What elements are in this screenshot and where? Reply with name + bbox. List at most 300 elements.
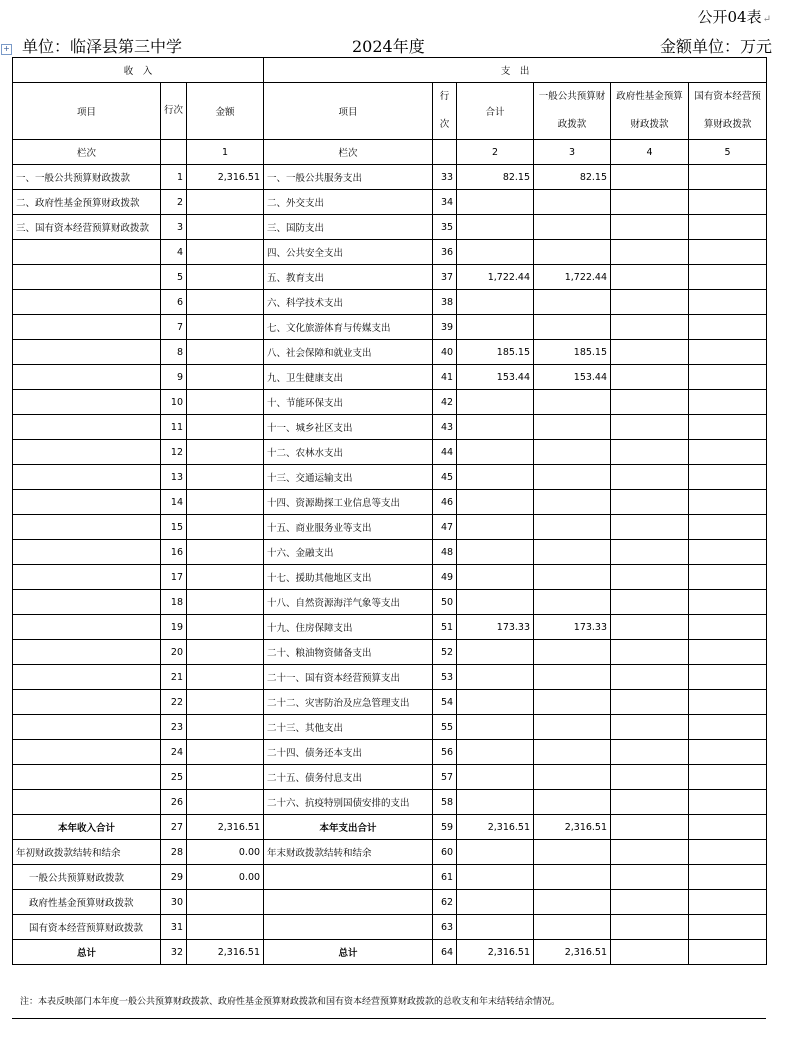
income-row-no-cell: 9 <box>161 365 187 390</box>
income-item-cell <box>13 740 161 765</box>
expense-item-cell: 二十六、抗疫特别国债安排的支出 <box>264 790 433 815</box>
income-row-no-cell: 22 <box>161 690 187 715</box>
expense-total-cell <box>457 490 534 515</box>
gov-fund-cell <box>611 215 689 240</box>
general-budget-cell <box>534 590 611 615</box>
income-row-no-cell: 1 <box>161 165 187 190</box>
expense-item-cell: 六、科学技术支出 <box>264 290 433 315</box>
income-amount-cell: 2,316.51 <box>187 165 264 190</box>
income-amount-cell: 0.00 <box>187 840 264 865</box>
expense-row-no-cell: 60 <box>433 840 457 865</box>
expense-row-no-cell: 53 <box>433 665 457 690</box>
expense-total-cell <box>457 240 534 265</box>
general-budget-cell <box>534 890 611 915</box>
income-row-no-cell: 2 <box>161 190 187 215</box>
income-amount-cell <box>187 340 264 365</box>
income-row-no-cell: 6 <box>161 290 187 315</box>
table-row <box>13 690 767 715</box>
state-capital-cell <box>689 765 767 790</box>
expense-row-no-cell: 39 <box>433 315 457 340</box>
income-amount-cell <box>187 590 264 615</box>
expense-total-cell <box>457 290 534 315</box>
income-item-cell <box>13 765 161 790</box>
index-gov-fund: 4 <box>611 140 689 165</box>
income-item-cell <box>13 390 161 415</box>
expense-row-no-cell: 40 <box>433 340 457 365</box>
expense-row-no-cell: 50 <box>433 590 457 615</box>
income-row-no-cell: 4 <box>161 240 187 265</box>
income-amount-cell <box>187 615 264 640</box>
expense-item-cell: 三、国防支出 <box>264 215 433 240</box>
expense-item-cell <box>264 915 433 940</box>
general-budget-cell <box>534 690 611 715</box>
income-amount-cell <box>187 565 264 590</box>
state-capital-cell <box>689 790 767 815</box>
expense-item-cell: 十三、交通运输支出 <box>264 465 433 490</box>
income-row-no-cell: 27 <box>161 815 187 840</box>
table-row <box>13 715 767 740</box>
state-capital-cell <box>689 415 767 440</box>
table-row <box>13 665 767 690</box>
state-capital-cell <box>689 940 767 965</box>
income-item-cell: 国有资本经营预算财政拨款 <box>13 915 161 940</box>
footnote: 注：本表反映部门本年度一般公共预算财政拨款、政府性基金预算财政拨款和国有资本经营预算财政拨款的总收支和年末结转结余情况。 <box>20 997 561 1007</box>
column-index-row <box>13 140 767 165</box>
table-row <box>13 540 767 565</box>
gov-fund-cell <box>611 640 689 665</box>
gov-fund-cell <box>611 440 689 465</box>
expense-total-cell: 82.15 <box>457 165 534 190</box>
expense-item-cell: 二十二、灾害防治及应急管理支出 <box>264 690 433 715</box>
income-amount-cell <box>187 540 264 565</box>
table-row <box>13 765 767 790</box>
general-budget-cell <box>534 490 611 515</box>
table-row <box>13 440 767 465</box>
gov-fund-cell <box>611 315 689 340</box>
gov-fund-cell <box>611 715 689 740</box>
income-item-cell <box>13 365 161 390</box>
gov-fund-cell <box>611 540 689 565</box>
income-row-no-cell: 11 <box>161 415 187 440</box>
general-budget-cell: 82.15 <box>534 165 611 190</box>
table-row <box>13 290 767 315</box>
gov-fund-cell <box>611 665 689 690</box>
state-capital-cell <box>689 865 767 890</box>
expense-total-cell <box>457 915 534 940</box>
income-item-cell <box>13 315 161 340</box>
expense-total-cell: 2,316.51 <box>457 815 534 840</box>
income-amount-cell: 2,316.51 <box>187 815 264 840</box>
unit-label: 单位：临泽县第三中学 <box>22 37 183 56</box>
gov-fund-cell <box>611 340 689 365</box>
state-capital-cell <box>689 740 767 765</box>
expense-item-cell: 总计 <box>264 940 433 965</box>
general-budget-cell <box>534 215 611 240</box>
table-row <box>13 390 767 415</box>
money-unit-label: 金额单位：万元 <box>659 37 772 56</box>
gov-fund-cell <box>611 415 689 440</box>
expense-total-cell <box>457 215 534 240</box>
income-row-no-cell: 14 <box>161 490 187 515</box>
state-capital-cell <box>689 840 767 865</box>
expense-item-cell <box>264 890 433 915</box>
col-expense-row-no: 行次 <box>433 83 457 140</box>
general-budget-cell <box>534 565 611 590</box>
general-budget-cell <box>534 390 611 415</box>
income-section-title: 收 入 <box>13 58 264 83</box>
expense-total-cell <box>457 765 534 790</box>
income-amount-cell <box>187 465 264 490</box>
income-item-cell: 总计 <box>13 940 161 965</box>
expense-row-no-cell: 41 <box>433 365 457 390</box>
income-row-no-cell: 31 <box>161 915 187 940</box>
gov-fund-cell <box>611 790 689 815</box>
table-row <box>13 490 767 515</box>
table-row <box>13 340 767 365</box>
expense-item-cell: 年末财政拨款结转和结余 <box>264 840 433 865</box>
general-budget-cell <box>534 240 611 265</box>
gov-fund-cell <box>611 840 689 865</box>
state-capital-cell <box>689 290 767 315</box>
state-capital-cell <box>689 540 767 565</box>
col-total: 合计 <box>457 83 534 140</box>
general-budget-cell: 153.44 <box>534 365 611 390</box>
income-amount-cell <box>187 440 264 465</box>
general-budget-cell <box>534 190 611 215</box>
expense-total-cell <box>457 590 534 615</box>
col-expense-item: 项目 <box>264 83 433 140</box>
expense-total-cell <box>457 740 534 765</box>
gov-fund-cell <box>611 515 689 540</box>
income-row-no-cell: 25 <box>161 765 187 790</box>
general-budget-cell <box>534 715 611 740</box>
expense-total-cell <box>457 515 534 540</box>
expense-item-cell: 十五、商业服务业等支出 <box>264 515 433 540</box>
income-item-cell <box>13 515 161 540</box>
gov-fund-cell <box>611 740 689 765</box>
income-row-no-cell: 17 <box>161 565 187 590</box>
general-budget-cell <box>534 515 611 540</box>
table-row <box>13 190 767 215</box>
expense-item-cell: 十七、援助其他地区支出 <box>264 565 433 590</box>
expense-item-cell: 二、外交支出 <box>264 190 433 215</box>
state-capital-cell <box>689 815 767 840</box>
income-amount-cell <box>187 665 264 690</box>
section-header-row <box>13 58 767 83</box>
income-item-cell <box>13 540 161 565</box>
income-item-cell <box>13 415 161 440</box>
state-capital-cell <box>689 165 767 190</box>
income-row-no-cell: 16 <box>161 540 187 565</box>
index-label-expense: 栏次 <box>264 140 433 165</box>
income-item-cell <box>13 640 161 665</box>
income-item-cell: 本年收入合计 <box>13 815 161 840</box>
expense-row-no-cell: 33 <box>433 165 457 190</box>
expense-total-cell: 173.33 <box>457 615 534 640</box>
expense-item-cell: 十一、城乡社区支出 <box>264 415 433 440</box>
state-capital-cell <box>689 465 767 490</box>
table-row <box>13 215 767 240</box>
expense-item-cell: 十八、自然资源海洋气象等支出 <box>264 590 433 615</box>
income-amount-cell <box>187 415 264 440</box>
general-budget-cell <box>534 315 611 340</box>
gov-fund-cell <box>611 290 689 315</box>
table-row <box>13 640 767 665</box>
expense-row-no-cell: 49 <box>433 565 457 590</box>
expense-row-no-cell: 62 <box>433 890 457 915</box>
income-row-no-cell: 12 <box>161 440 187 465</box>
expense-total-cell <box>457 540 534 565</box>
income-item-cell <box>13 265 161 290</box>
general-budget-cell <box>534 290 611 315</box>
income-row-no-cell: 24 <box>161 740 187 765</box>
expense-total-cell <box>457 865 534 890</box>
income-amount-cell <box>187 215 264 240</box>
income-amount-cell <box>187 240 264 265</box>
index-label-income: 栏次 <box>13 140 161 165</box>
table-row <box>13 615 767 640</box>
general-budget-cell: 2,316.51 <box>534 940 611 965</box>
col-income-row-no: 行次 <box>161 83 187 140</box>
state-capital-cell <box>689 665 767 690</box>
state-capital-cell <box>689 890 767 915</box>
index-general-budget: 3 <box>534 140 611 165</box>
income-amount-cell <box>187 640 264 665</box>
expense-total-cell <box>457 790 534 815</box>
state-capital-cell <box>689 365 767 390</box>
gov-fund-cell <box>611 465 689 490</box>
state-capital-cell <box>689 615 767 640</box>
income-item-cell <box>13 465 161 490</box>
expense-item-cell: 二十、粮油物资储备支出 <box>264 640 433 665</box>
expense-row-no-cell: 44 <box>433 440 457 465</box>
table-row <box>13 465 767 490</box>
general-budget-cell <box>534 740 611 765</box>
expense-total-cell <box>457 315 534 340</box>
income-amount-cell: 2,316.51 <box>187 940 264 965</box>
general-budget-cell <box>534 840 611 865</box>
expense-item-cell: 二十一、国有资本经营预算支出 <box>264 665 433 690</box>
income-amount-cell <box>187 715 264 740</box>
state-capital-cell <box>689 915 767 940</box>
state-capital-cell <box>689 565 767 590</box>
income-amount-cell: 0.00 <box>187 865 264 890</box>
expense-item-cell: 四、公共安全支出 <box>264 240 433 265</box>
expense-row-no-cell: 55 <box>433 715 457 740</box>
table-row <box>13 265 767 290</box>
expense-item-cell: 十九、住房保障支出 <box>264 615 433 640</box>
expense-total-cell <box>457 640 534 665</box>
expense-total-cell: 1,722.44 <box>457 265 534 290</box>
index-blank <box>433 140 457 165</box>
expense-item-cell: 一、一般公共服务支出 <box>264 165 433 190</box>
income-amount-cell <box>187 690 264 715</box>
income-row-no-cell: 32 <box>161 940 187 965</box>
general-budget-cell <box>534 665 611 690</box>
state-capital-cell <box>689 240 767 265</box>
income-item-cell <box>13 565 161 590</box>
summary-row <box>13 865 767 890</box>
summary-row <box>13 915 767 940</box>
index-state-capital: 5 <box>689 140 767 165</box>
expense-row-no-cell: 45 <box>433 465 457 490</box>
income-row-no-cell: 26 <box>161 790 187 815</box>
index-total: 2 <box>457 140 534 165</box>
col-general-budget: 一般公共预算财政拨款 <box>534 83 611 140</box>
income-row-no-cell: 18 <box>161 590 187 615</box>
expense-row-no-cell: 35 <box>433 215 457 240</box>
income-row-no-cell: 13 <box>161 465 187 490</box>
general-budget-cell <box>534 640 611 665</box>
gov-fund-cell <box>611 915 689 940</box>
gov-fund-cell <box>611 365 689 390</box>
general-budget-cell: 185.15 <box>534 340 611 365</box>
expense-item-cell: 十四、资源勘探工业信息等支出 <box>264 490 433 515</box>
expense-total-cell <box>457 415 534 440</box>
column-header-row <box>13 83 767 140</box>
state-capital-cell <box>689 690 767 715</box>
index-income-amount: 1 <box>187 140 264 165</box>
expense-item-cell: 二十五、债务付息支出 <box>264 765 433 790</box>
gov-fund-cell <box>611 390 689 415</box>
gov-fund-cell <box>611 940 689 965</box>
table-row <box>13 165 767 190</box>
income-amount-cell <box>187 315 264 340</box>
general-budget-cell <box>534 465 611 490</box>
table-row <box>13 415 767 440</box>
summary-row <box>13 890 767 915</box>
col-income-item: 项目 <box>13 83 161 140</box>
state-capital-cell <box>689 640 767 665</box>
gov-fund-cell <box>611 490 689 515</box>
income-row-no-cell: 5 <box>161 265 187 290</box>
expense-item-cell: 十二、农林水支出 <box>264 440 433 465</box>
table-row <box>13 365 767 390</box>
income-amount-cell <box>187 390 264 415</box>
gov-fund-cell <box>611 590 689 615</box>
expense-row-no-cell: 57 <box>433 765 457 790</box>
state-capital-cell <box>689 215 767 240</box>
gov-fund-cell <box>611 690 689 715</box>
income-row-no-cell: 21 <box>161 665 187 690</box>
income-item-cell <box>13 690 161 715</box>
expense-item-cell: 九、卫生健康支出 <box>264 365 433 390</box>
state-capital-cell <box>689 715 767 740</box>
income-row-no-cell: 29 <box>161 865 187 890</box>
income-item-cell <box>13 440 161 465</box>
gov-fund-cell <box>611 865 689 890</box>
form-code: 公开04表↵ <box>697 8 771 26</box>
expense-row-no-cell: 37 <box>433 265 457 290</box>
general-budget-cell <box>534 765 611 790</box>
table-move-handle-icon[interactable]: + <box>1 44 12 55</box>
state-capital-cell <box>689 390 767 415</box>
expense-row-no-cell: 42 <box>433 390 457 415</box>
income-item-cell <box>13 665 161 690</box>
expense-row-no-cell: 61 <box>433 865 457 890</box>
state-capital-cell <box>689 590 767 615</box>
expense-row-no-cell: 38 <box>433 290 457 315</box>
gov-fund-cell <box>611 765 689 790</box>
expense-section-title: 支 出 <box>264 58 767 83</box>
general-budget-cell <box>534 415 611 440</box>
expense-row-no-cell: 52 <box>433 640 457 665</box>
index-blank <box>161 140 187 165</box>
expense-row-no-cell: 46 <box>433 490 457 515</box>
general-budget-cell: 2,316.51 <box>534 815 611 840</box>
income-item-cell <box>13 340 161 365</box>
gov-fund-cell <box>611 165 689 190</box>
income-amount-cell <box>187 265 264 290</box>
income-item-cell <box>13 290 161 315</box>
income-amount-cell <box>187 290 264 315</box>
expense-row-no-cell: 47 <box>433 515 457 540</box>
table-row <box>13 740 767 765</box>
table-row <box>13 515 767 540</box>
expense-total-cell <box>457 465 534 490</box>
income-row-no-cell: 30 <box>161 890 187 915</box>
income-item-cell <box>13 615 161 640</box>
expense-row-no-cell: 36 <box>433 240 457 265</box>
expense-item-cell: 本年支出合计 <box>264 815 433 840</box>
general-budget-cell <box>534 440 611 465</box>
income-item-cell: 一般公共预算财政拨款 <box>13 865 161 890</box>
income-row-no-cell: 10 <box>161 390 187 415</box>
budget-table <box>12 57 767 965</box>
income-item-cell <box>13 240 161 265</box>
expense-total-cell: 2,316.51 <box>457 940 534 965</box>
expense-item-cell: 十六、金融支出 <box>264 540 433 565</box>
table-row <box>13 565 767 590</box>
state-capital-cell <box>689 265 767 290</box>
income-item-cell <box>13 715 161 740</box>
general-budget-cell <box>534 915 611 940</box>
expense-row-no-cell: 51 <box>433 615 457 640</box>
expense-item-cell: 五、教育支出 <box>264 265 433 290</box>
gov-fund-cell <box>611 265 689 290</box>
state-capital-cell <box>689 190 767 215</box>
gov-fund-cell <box>611 815 689 840</box>
expense-total-cell <box>457 690 534 715</box>
expense-item-cell: 二十三、其他支出 <box>264 715 433 740</box>
state-capital-cell <box>689 315 767 340</box>
table-row <box>13 590 767 615</box>
income-item-cell: 二、政府性基金预算财政拨款 <box>13 190 161 215</box>
state-capital-cell <box>689 340 767 365</box>
general-budget-cell: 173.33 <box>534 615 611 640</box>
income-row-no-cell: 28 <box>161 840 187 865</box>
general-budget-cell <box>534 865 611 890</box>
expense-total-cell <box>457 390 534 415</box>
income-row-no-cell: 15 <box>161 515 187 540</box>
expense-row-no-cell: 64 <box>433 940 457 965</box>
expense-total-cell <box>457 665 534 690</box>
col-gov-fund: 政府性基金预算财政拨款 <box>611 83 689 140</box>
page-bottom-rule <box>12 1018 766 1019</box>
income-item-cell <box>13 590 161 615</box>
income-amount-cell <box>187 490 264 515</box>
income-amount-cell <box>187 740 264 765</box>
income-row-no-cell: 3 <box>161 215 187 240</box>
expense-total-cell <box>457 840 534 865</box>
summary-row <box>13 815 767 840</box>
income-amount-cell <box>187 915 264 940</box>
expense-item-cell: 七、文化旅游体育与传媒支出 <box>264 315 433 340</box>
expense-row-no-cell: 59 <box>433 815 457 840</box>
expense-row-no-cell: 43 <box>433 415 457 440</box>
gov-fund-cell <box>611 615 689 640</box>
income-amount-cell <box>187 190 264 215</box>
